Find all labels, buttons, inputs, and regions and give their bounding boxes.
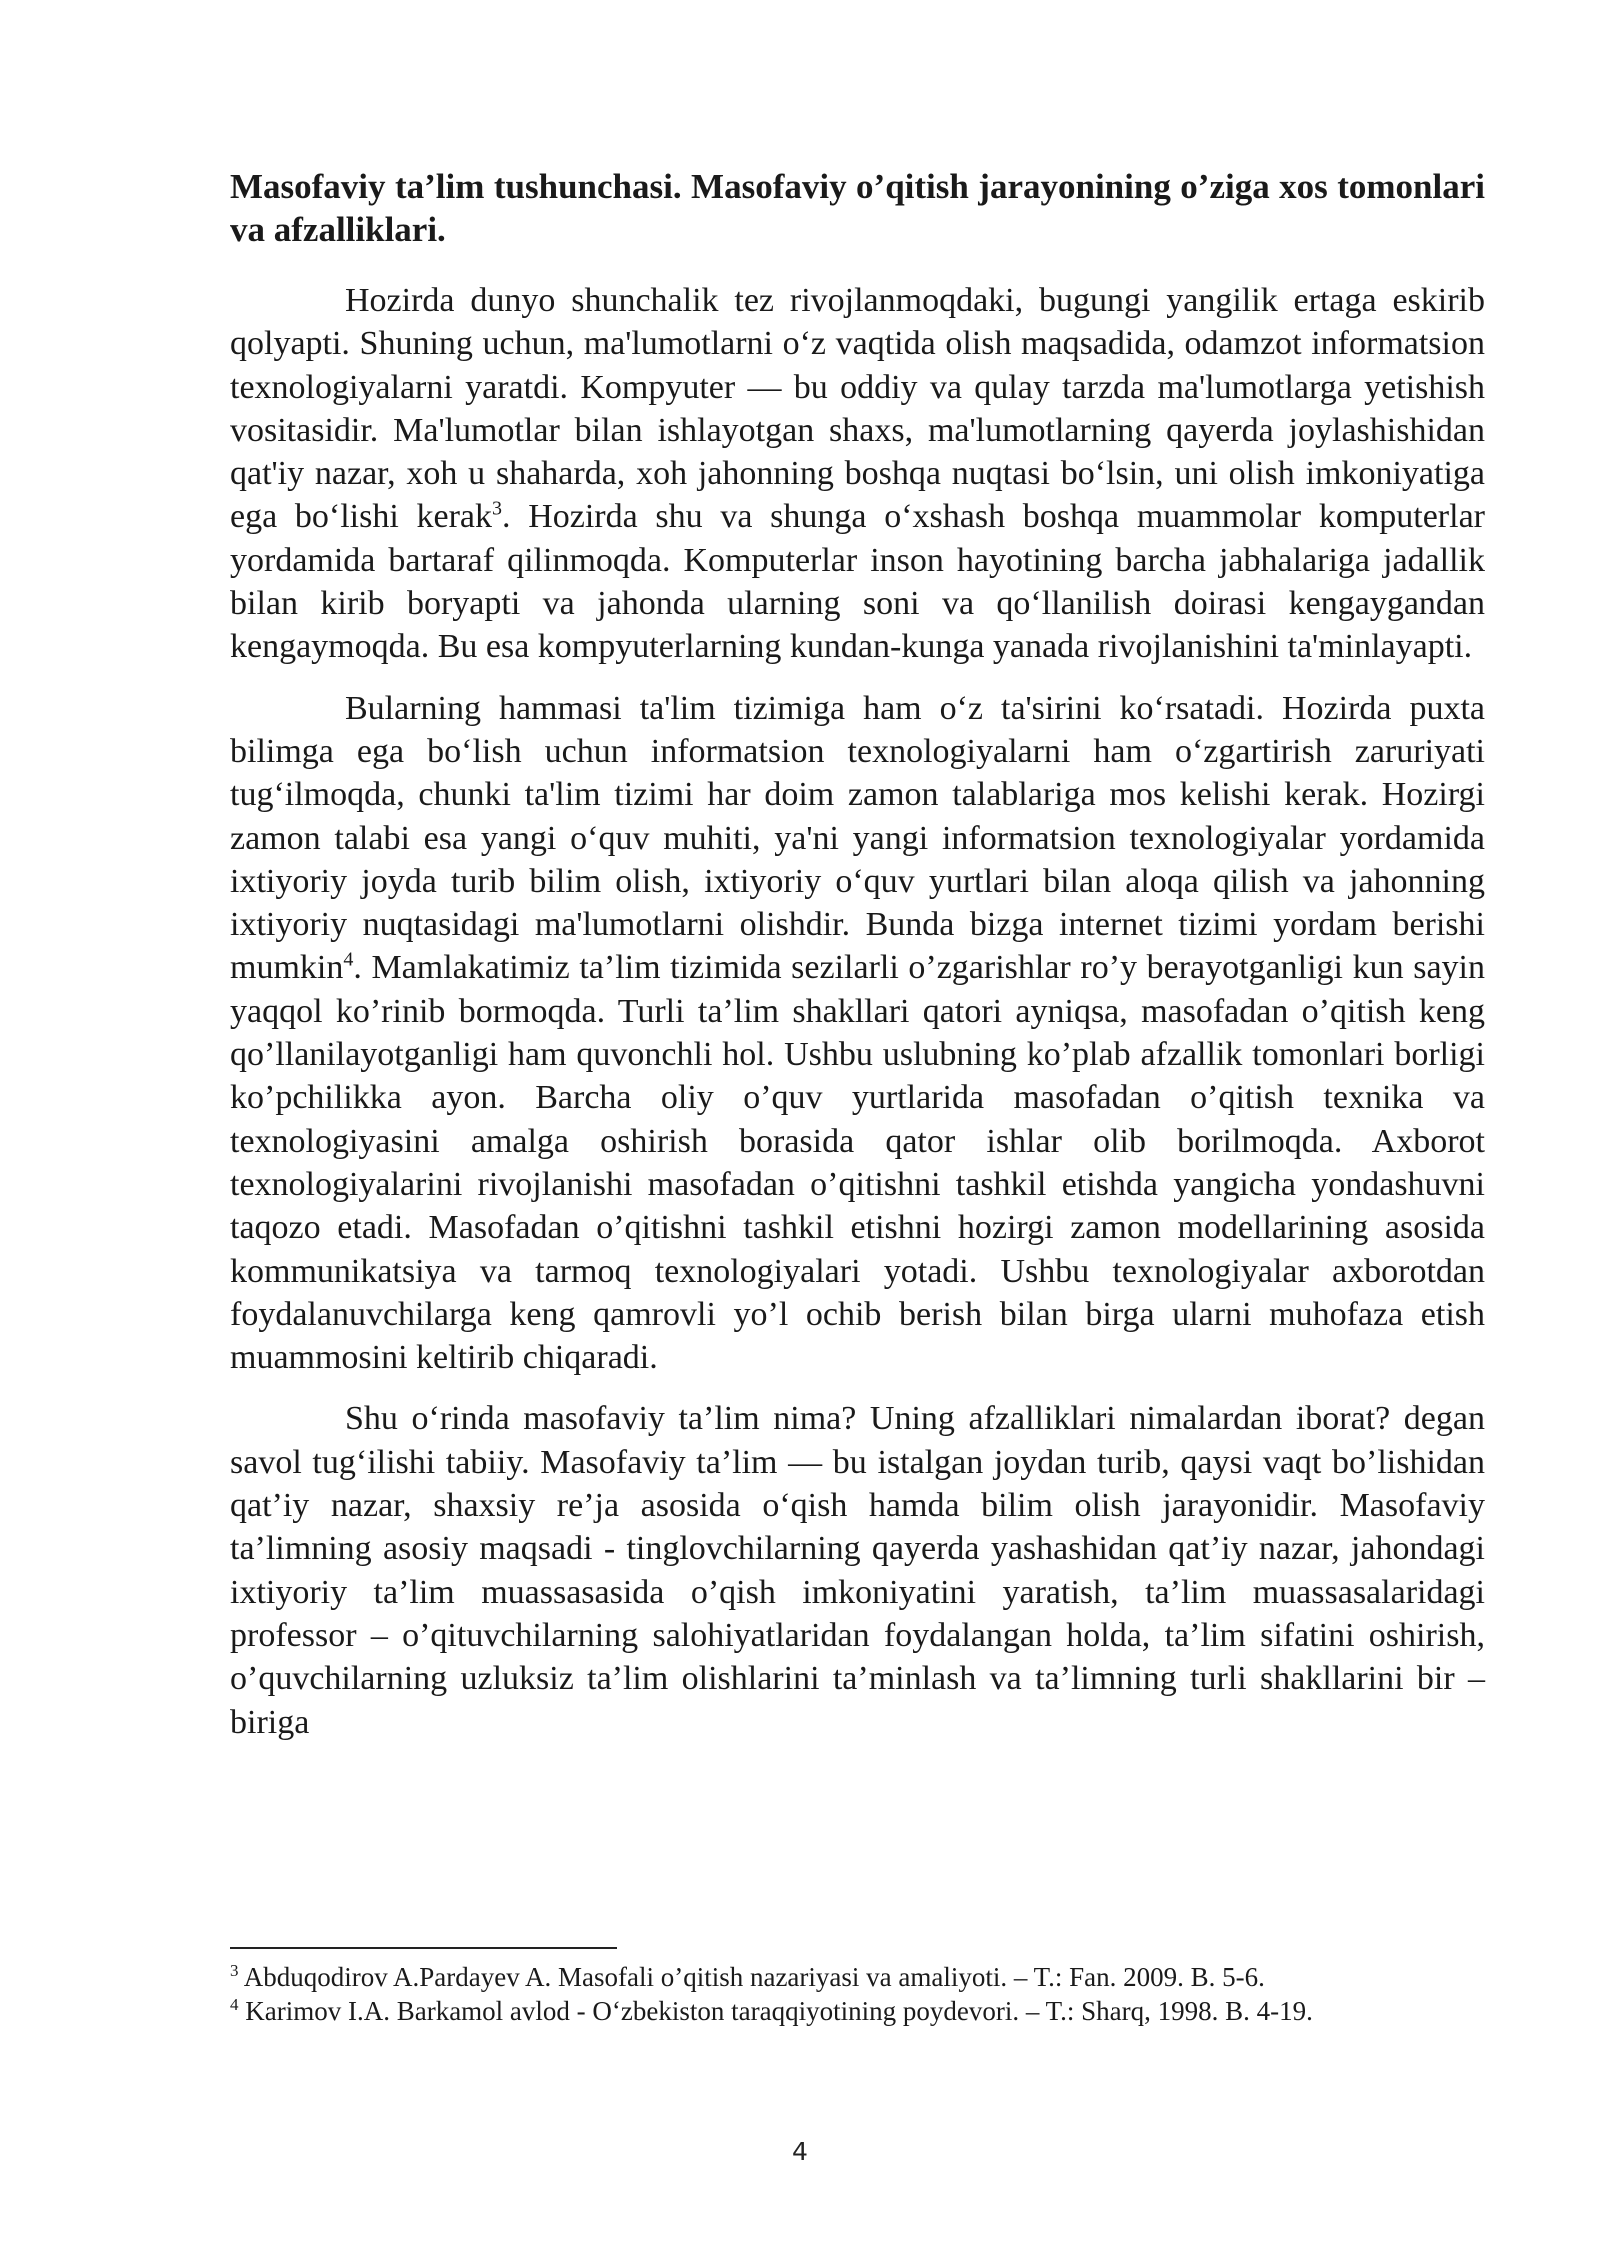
- document-body: [230, 165, 1485, 1744]
- footnote-3: [230, 1960, 1485, 1994]
- footnotes: [230, 1960, 1485, 2028]
- section-title: Masofaviy ta’lim tushunchasi. Masofaviy o’qitish jarayonining o’ziga xos tomonlari va afzalliklari.: [230, 167, 1485, 249]
- page-number: 4: [792, 2137, 808, 2166]
- footnote-number: 4: [230, 1995, 239, 2014]
- paragraph-2: [230, 687, 1485, 1380]
- paragraph-3-text: Shu o‘rinda masofaviy ta’lim nima? Uning afzalliklari nimalardan iborat? degan savol tug‘ilishi tabiiy. Masofaviy ta’lim — bu istalgan joydan turib, qaysi vaqt bo’lishidan qat’iy nazar, shaxsiy re’ja asosida o‘qish hamda bilim olish jarayonidir. Masofaviy ta’limning asosiy maqsadi - tinglovchilarning qayerda yashashidan qat’iy nazar, jahondagi ixtiyoriy ta’lim muassasasida o’qish imkoniyatini yaratish, ta’lim muassasalaridagi professor – o’qituvchilarning salohiyatlaridan foydalangan holda, ta’lim sifatini oshirish, o’quvchilarning uzluksiz ta’lim olishlarini ta’minlash va ta’limning turli shakllarini bir – biriga: [230, 1400, 1485, 1741]
- footnote-separator: [230, 1947, 617, 1949]
- paragraph-1-text-cont: . Hozirda shu va shunga o‘xshash boshqa muammolar komputerlar yordamida bartaraf qilinmoqda. Komputerlar inson hayotining barcha jabhalariga jadallik bilan kirib boryapti va jahonda ularning soni va qo‘llanilish doirasi kengaygandan kengaymoqda. Bu esa kompyuterlarning kundan-kunga yanada rivojlanishini ta'minlayapti.: [230, 498, 1485, 666]
- paragraph-2-text-cont: . Mamlakatimiz ta’lim tizimida sezilarli o’zgarishlar ro’y berayotganligi kun sayin yaqqol ko’rinib bormoqda. Turli ta’lim shakllari qatori ayniqsa, masofadan o’qitish keng qo’llanilayotganligi ham quvonchli hol. Ushbu uslubning ko’plab afzallik tomonlari borligi ko’pchilikka ayon. Barcha oliy o’quv yurtlarida masofadan o’qitish texnika va texnologiyasini amalga oshirish borasida qator ishlar olib borilmoqda. Axborot texnologiyalarini rivojlanishi masofadan o’qitishni tashkil etishda yangicha yondashuvni taqozo etadi. Masofadan o’qitishni tashkil etishni hozirgi zamon modellarining asosida kommunikatsiya va tarmoq texnologiyalari yotadi. Ushbu texnologiyalar axborotdan foydalanuvchilarga keng qamrovli yo’l ochib berish bilan birga ularni muhofaza etish muammosini keltirib chiqaradi.: [230, 949, 1485, 1377]
- paragraph-2-text: Bularning hammasi ta'lim tizimiga ham o‘z ta'sirini ko‘rsatadi. Hozirda puxta bilimga ega bo‘lish uchun informatsion texnologiyalarni ham o‘zgartirish zaruriyati tug‘ilmoqda, chunki ta'lim tizimi har doim zamon talablariga mos kelishi kerak. Hozirgi zamon talabi esa yangi o‘quv muhiti, ya'ni yangi informatsion texnologiyalar yordamida ixtiyoriy joyda turib bilim olish, ixtiyoriy o‘quv yurtlari bilan aloqa qilish va jahonning ixtiyoriy nuqtasidagi ma'lumotlarni olishdir. Bunda bizga internet tizimi yordam berishi mumkin: [230, 689, 1485, 987]
- footnote-ref-3[interactable]: 3: [492, 498, 502, 521]
- paragraph-3: [230, 1397, 1485, 1743]
- footnote-text: Abduqodirov A.Pardayev A. Masofali o’qitish nazariyasi va amaliyoti. – T.: Fan. 2009. B. 5-6.: [243, 1962, 1265, 1992]
- footnote-ref-4[interactable]: 4: [343, 949, 354, 972]
- footnote-4: [230, 1994, 1485, 2028]
- paragraph-1: [230, 279, 1485, 669]
- footnote-text: Karimov I.A. Barkamol avlod - O‘zbekiston taraqqiyotining poydevori. – T.: Sharq, 1998. B. 4-19.: [245, 1996, 1313, 2026]
- paragraph-1-text: Hozirda dunyo shunchalik tez rivojlanmoqdaki, bugungi yangilik ertaga eskirib qolyapti. Shuning uchun, ma'lumotlarni o‘z vaqtida olish maqsadida, odamzot informatsion texnologiyalarni yaratdi. Kompyuter — bu oddiy va qulay tarzda ma'lumotlarga yetishish vositasidir. Ma'lumotlar bilan ishlayotgan shaxs, ma'lumotlarning qayerda joylashishidan qat'iy nazar, xoh u shaharda, xoh jahonning boshqa nuqtasi bo‘lsin, uni olish imkoniyatiga ega bo‘lishi kerak: [230, 282, 1485, 536]
- footnote-number: 3: [230, 1961, 239, 1980]
